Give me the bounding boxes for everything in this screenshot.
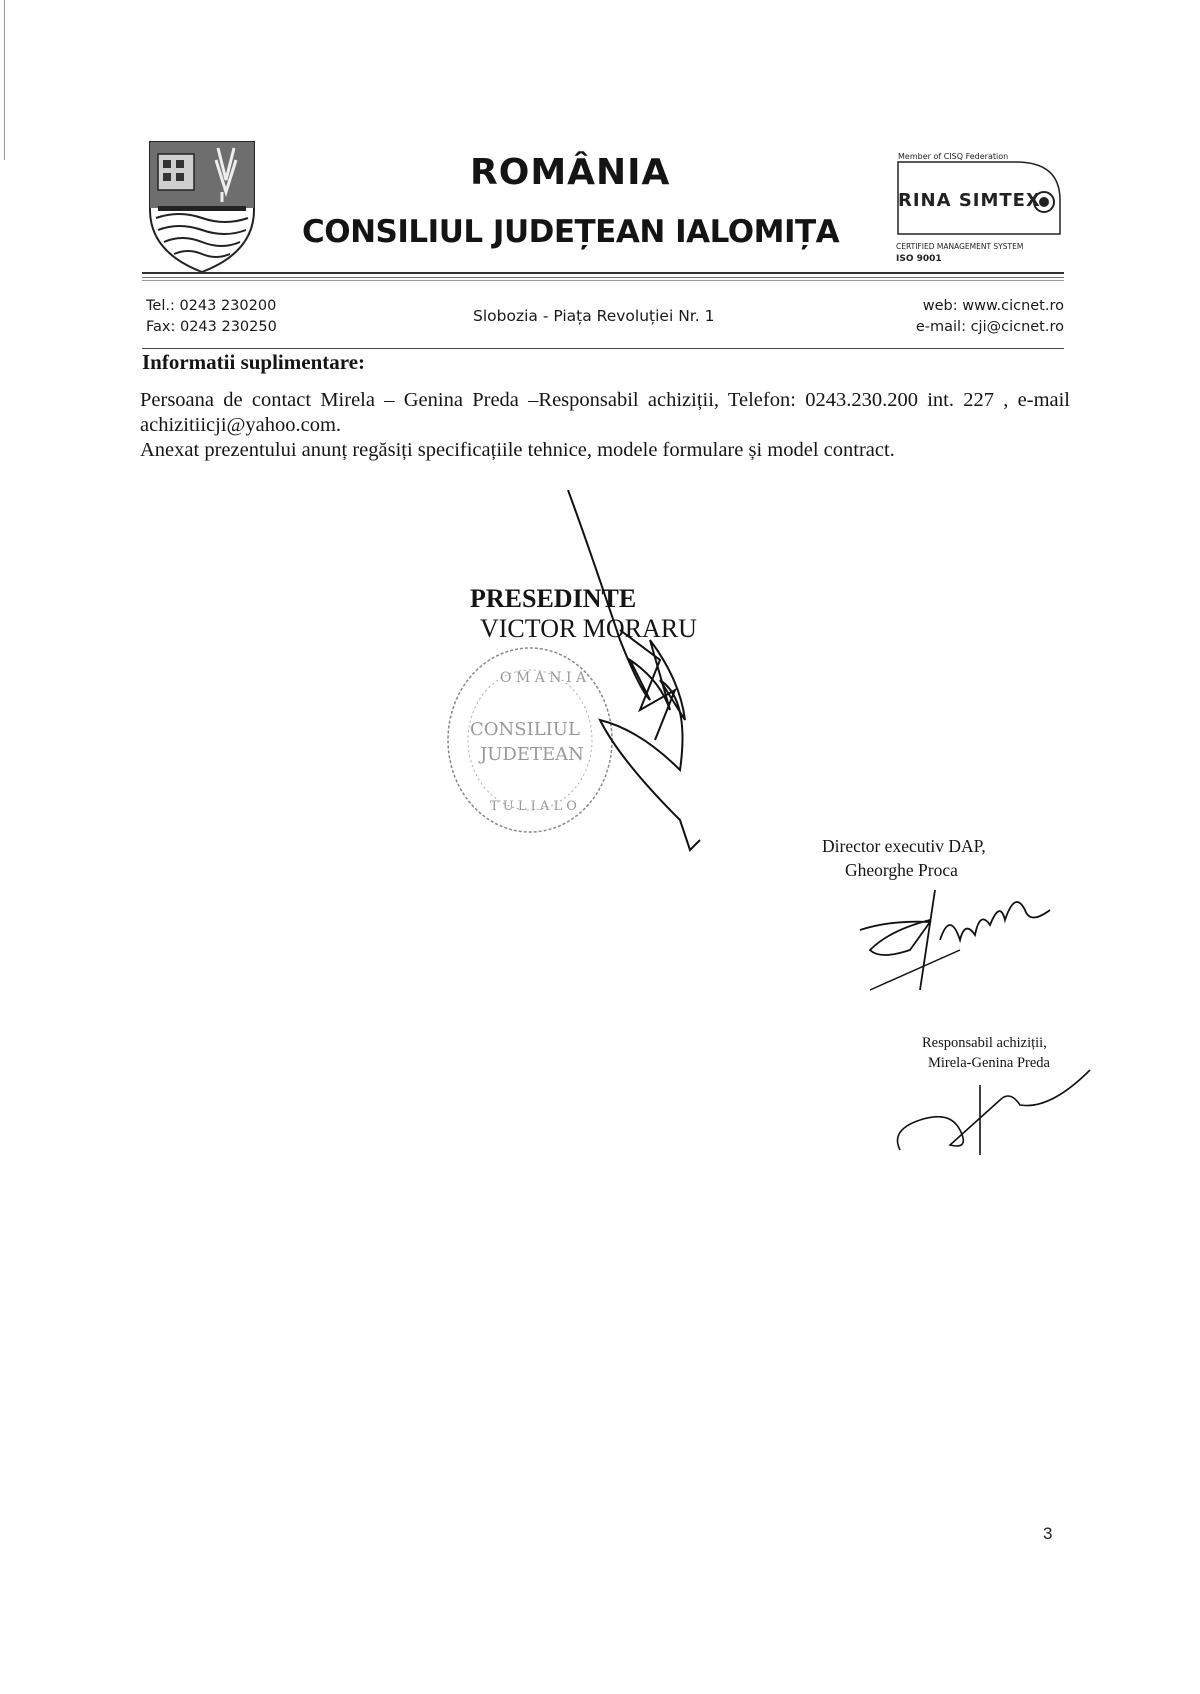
header-rule-thin2	[142, 280, 1064, 281]
paragraph-contact: Persoana de contact Mirela – Genina Preda –Responsabil achiziții, Telefon: 0243.230.200 int. 227 , e-mail achizitiicji@yahoo.com.	[140, 389, 1070, 436]
contact-rule	[142, 348, 1064, 349]
svg-text:T U L I A L O: T U L I A L O	[490, 799, 577, 814]
body-text	[140, 388, 1070, 463]
director-role: Director executiv DAP,	[822, 836, 986, 856]
svg-text:CONSILIUL: CONSILIUL	[470, 719, 580, 740]
country-title: ROMÂNIA	[470, 152, 671, 193]
procurement-name: Mirela-Genina Preda	[928, 1055, 1050, 1071]
contact-web-block	[916, 296, 1064, 338]
page-number: 3	[1043, 1524, 1053, 1543]
contact-phone-block	[146, 296, 277, 338]
president-title: PRESEDINTE	[470, 584, 637, 613]
contact-web: web: www.cicnet.ro	[922, 298, 1064, 314]
contact-fax: Fax: 0243 230250	[146, 319, 277, 335]
cert-member-text: Member of CISQ Federation	[898, 152, 1009, 161]
cert-name: RINA SIMTEX	[898, 190, 1041, 211]
coat-of-arms-icon	[146, 140, 258, 275]
svg-text:O M A N I A: O M A N I A	[500, 670, 587, 686]
cert-standard: ISO 9001	[896, 254, 942, 264]
section-heading: Informatii suplimentare:	[142, 350, 366, 374]
contact-tel: Tel.: 0243 230200	[146, 298, 277, 314]
scan-edge-mark	[4, 0, 5, 160]
institution-title: CONSILIUL JUDEȚEAN IALOMIȚA	[302, 214, 840, 250]
procurement-signature	[890, 1060, 1100, 1160]
contact-email: e-mail: cji@cicnet.ro	[915, 319, 1064, 335]
cert-system-text: CERTIFIED MANAGEMENT SYSTEM	[896, 242, 1024, 251]
director-name: Gheorghe Proca	[845, 860, 958, 880]
header-rule-top	[142, 272, 1064, 274]
paragraph-annex: Anexat prezentului anunț regăsiți specificațiile tehnice, modele formulare și model contract.	[140, 439, 895, 461]
svg-text:JUDETEAN: JUDETEAN	[480, 744, 584, 765]
header-rule-thin	[142, 277, 1064, 278]
director-signature	[850, 880, 1060, 1020]
procurement-role: Responsabil achiziții,	[922, 1035, 1047, 1051]
president-signature	[560, 490, 720, 860]
president-name: VICTOR MORARU	[480, 614, 697, 643]
contact-address: Slobozia - Piața Revoluției Nr. 1	[473, 307, 715, 325]
